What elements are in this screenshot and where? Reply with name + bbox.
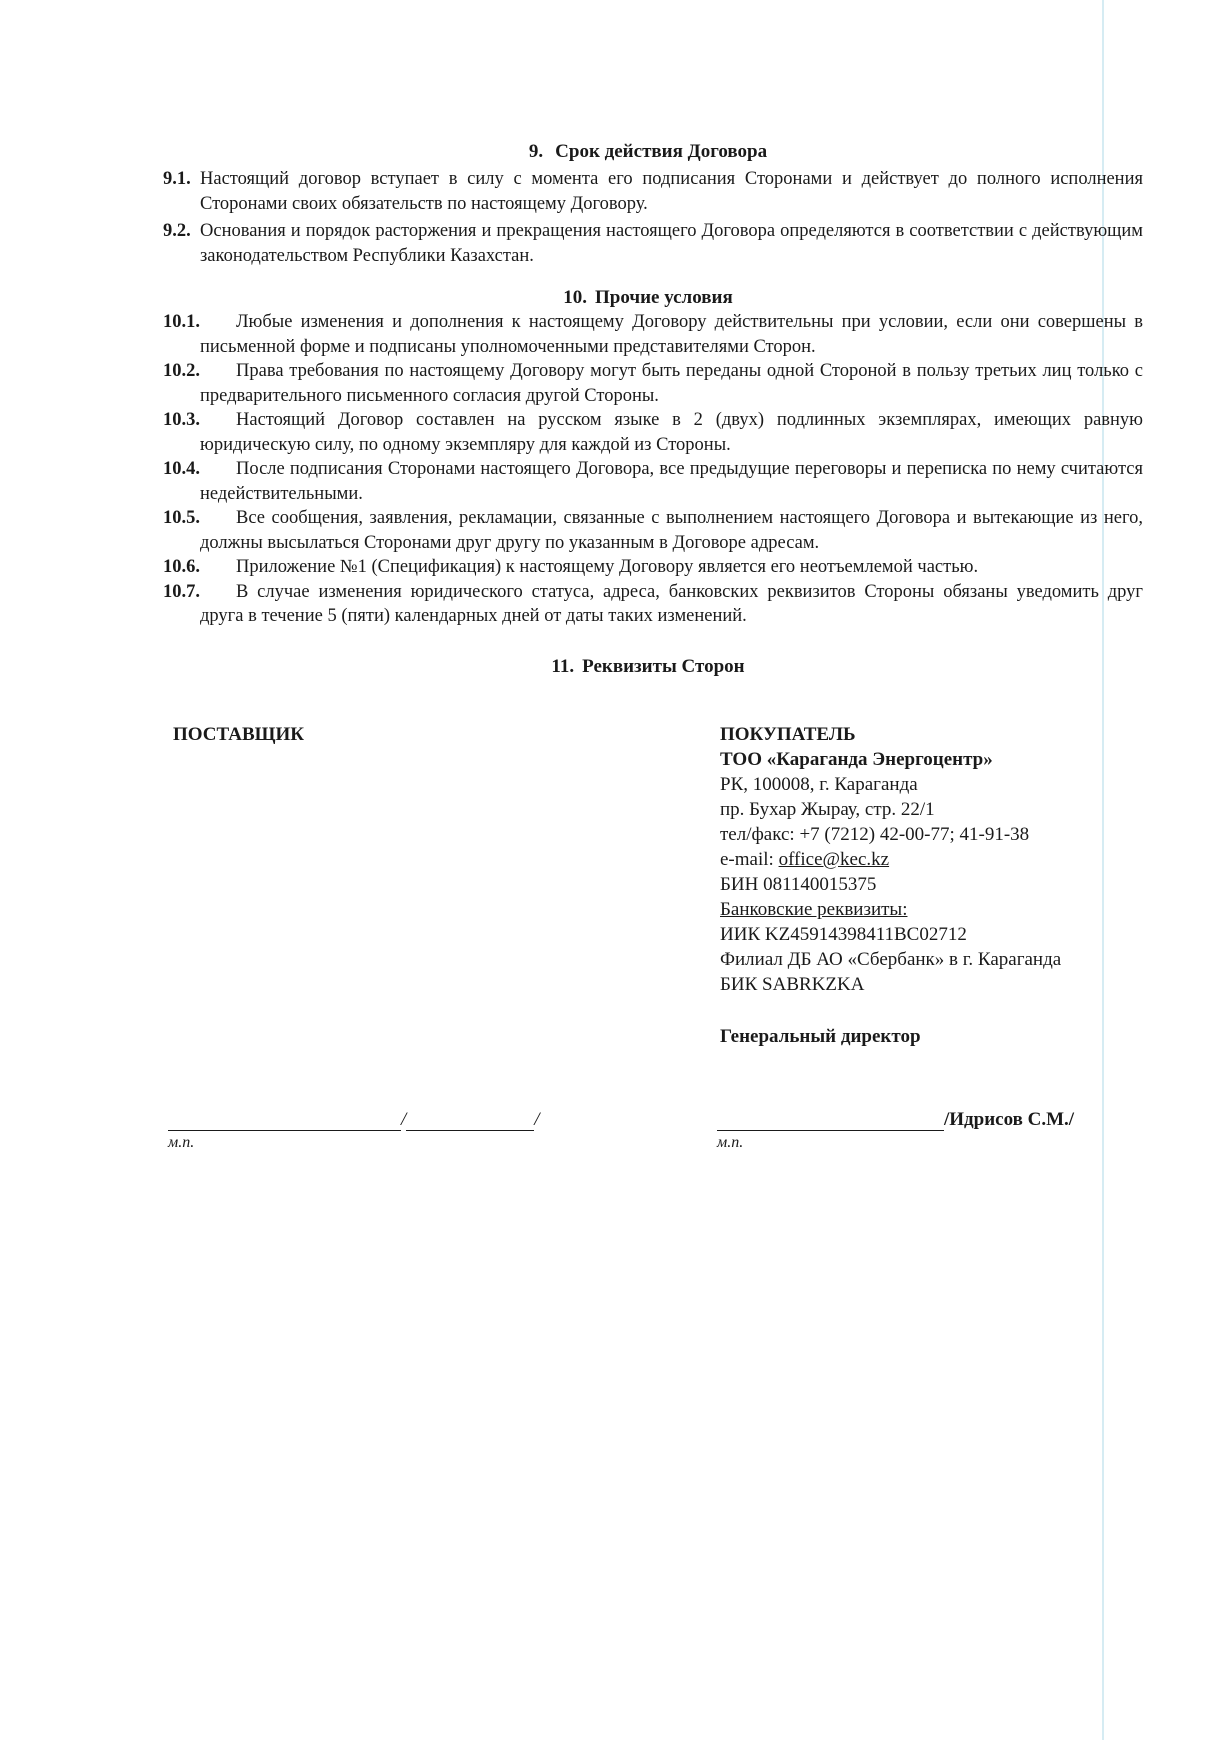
- buyer-bank-heading: Банковские реквизиты:: [720, 899, 908, 920]
- buyer-address-line-2: пр. Бухар Жырау, стр. 22/1: [720, 799, 935, 820]
- buyer-email-line: [720, 847, 1140, 872]
- clause-10-7: [163, 580, 1143, 629]
- clause-10-6: [163, 555, 1143, 580]
- clause-10-3: [163, 408, 1143, 457]
- section-10-number: 10.: [563, 287, 587, 308]
- clause-number: 10.1.: [163, 312, 200, 332]
- supplier-block: [173, 722, 304, 747]
- supplier-name-line: [406, 1108, 534, 1131]
- section-11-number: 11.: [551, 655, 575, 677]
- supplier-stamp-place: м.п.: [168, 1134, 195, 1151]
- buyer-bank-branch: [720, 947, 1140, 972]
- clause-text: После подписания Сторонами настоящего Договора, все предыдущие переговоры и переписка по нему считаются недействительными.: [200, 459, 1143, 504]
- section-11-title-text: Реквизиты Сторон: [582, 655, 745, 677]
- section-10-title-text: Прочие условия: [595, 287, 733, 308]
- buyer-company: ТОО «Караганда Энергоцентр»: [720, 749, 993, 770]
- section-10: [163, 286, 1143, 629]
- buyer-stamp-place: м.п.: [717, 1134, 744, 1151]
- section-9-title: [153, 140, 1143, 164]
- clause-10-1: [163, 310, 1143, 359]
- section-9-number: 9.: [528, 141, 544, 162]
- buyer-bin: БИН 081140015375: [720, 874, 877, 895]
- buyer-email-label: e-mail:: [720, 849, 779, 870]
- supplier-label: ПОСТАВЩИК: [173, 724, 305, 745]
- supplier-signature-line: [168, 1108, 401, 1131]
- buyer-bik: БИК SABRKZKA: [720, 974, 865, 995]
- section-10-title: [153, 286, 1143, 310]
- clause-number: 10.3.: [163, 410, 200, 430]
- buyer-signature-line: [717, 1108, 944, 1131]
- buyer-block: [720, 722, 1140, 1049]
- clause-number: 10.7.: [163, 581, 200, 602]
- clause-text: В случае изменения юридического статуса, адреса, банковских реквизитов Стороны обязаны уведомить друг друга в течение 5 (пяти) календарных дней от даты таких изменений.: [200, 581, 1143, 626]
- buyer-bank-branch-prefix: Филиал ДБ АО «Сбербанк» в: [720, 949, 963, 970]
- buyer-address-line-1: РК, 100008, г. Караганда: [720, 774, 918, 795]
- clause-10-5: [163, 506, 1143, 555]
- clause-number: 10.4.: [163, 459, 200, 479]
- buyer-bank-branch-city: г. Караганда: [962, 949, 1062, 970]
- clause-10-4: [163, 457, 1143, 506]
- clause-9-2: [163, 219, 1143, 268]
- section-11-title: [153, 655, 1143, 679]
- supplier-signature-row: [168, 1108, 540, 1131]
- buyer-signature-row: [717, 1108, 1074, 1131]
- clause-text: Приложение №1 (Спецификация) к настоящему Договору является его неотъемлемой частью.: [236, 557, 979, 577]
- clause-text: Основания и порядок расторжения и прекращения настоящего Договора определяются в соответствии с действующим законодательством Республики Казахстан.: [200, 221, 1143, 266]
- section-9-title-text: Срок действия Договора: [555, 141, 768, 162]
- clause-number: 10.2.: [163, 361, 200, 381]
- clause-number: 10.5.: [163, 508, 200, 528]
- buyer-position: Генеральный директор: [720, 1026, 921, 1047]
- buyer-label: ПОКУПАТЕЛЬ: [720, 724, 856, 745]
- clause-number: 10.6.: [163, 557, 200, 577]
- buyer-email-link[interactable]: office@kec.kz: [778, 849, 890, 870]
- contract-page: [163, 140, 1143, 679]
- clause-text: Права требования по настоящему Договору могут быть переданы одной Стороной в пользу третьих лиц только с предварительного письменного согласия другой Стороны.: [200, 361, 1143, 406]
- clause-9-1: [163, 167, 1143, 216]
- clause-text: Настоящий договор вступает в силу с момента его подписания Сторонами и действует до полного исполнения Сторонами своих обязательств по настоящему Договору.: [200, 169, 1143, 214]
- clause-number: 9.1.: [163, 169, 191, 189]
- buyer-iik: ИИК KZ45914398411BC02712: [720, 924, 967, 945]
- clause-number: 9.2.: [163, 221, 191, 241]
- clause-text: Настоящий Договор составлен на русском языке в 2 (двух) подлинных экземплярах, имеющих равную юридическую силу, по одному экземпляру для каждой из Стороны.: [200, 410, 1143, 455]
- buyer-signer-name: /Идрисов С.М./: [944, 1109, 1075, 1130]
- buyer-phone: тел/факс: +7 (7212) 42-00-77; 41-91-38: [720, 824, 1030, 845]
- signature-slash: /: [401, 1109, 407, 1130]
- clause-10-2: [163, 359, 1143, 408]
- clause-text: Все сообщения, заявления, рекламации, связанные с выполнением настоящего Договора и вытекающие из него, должны высылаться Сторонами друг другу по указанным в Договоре адресам.: [200, 508, 1143, 553]
- section-9: [163, 140, 1143, 268]
- clause-text: Любые изменения и дополнения к настоящему Договору действительны при условии, если они совершены в письменной форме и подписаны уполномоченными представителями Сторон.: [200, 312, 1143, 357]
- signature-slash: /: [534, 1109, 540, 1130]
